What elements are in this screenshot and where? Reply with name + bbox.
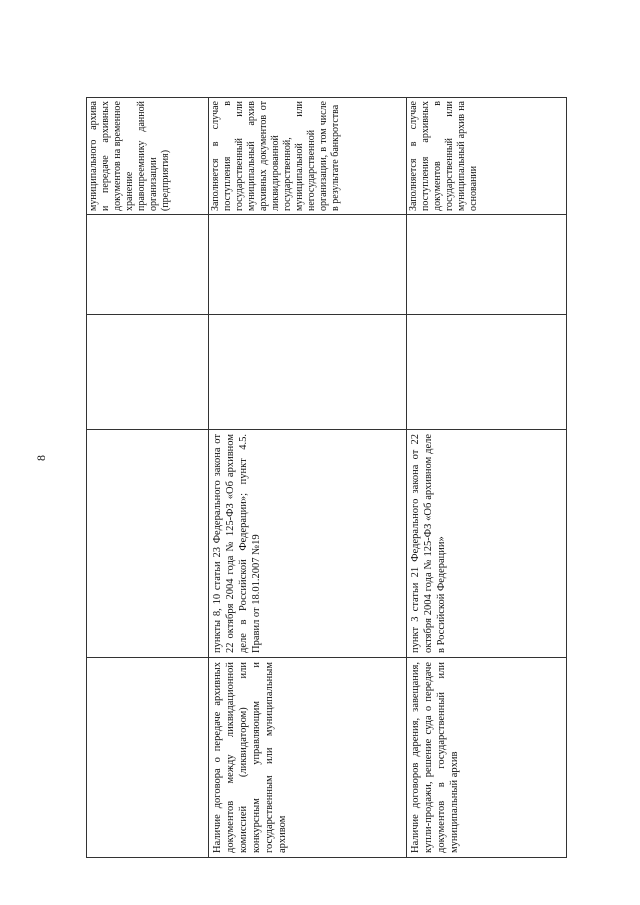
table-cell-legal-basis: пункт 3 статьи 21 Федерального закона от 22 октября 2004 года № 125-ФЗ «Об архивном деле в Российской Федерации» (407, 430, 567, 658)
table-cell-criterion: Наличие договоров дарения, завещания, купли-продажи, решение суда о передаче документов в государственный или муниципальный архив (407, 658, 567, 858)
table-cell-empty (407, 215, 567, 315)
table-cell-criterion: Наличие договора о передаче архивных документов между ликвидационной комиссией (ликвидатором) или конкурсным управляющим и государственным или муниципальным архивом (209, 658, 407, 858)
table-cell-note: Заполняется в случае поступления архивных документов в государственный или муниципальный архив на основании (407, 98, 567, 215)
requirements-table (86, 97, 567, 858)
table-cell-empty (87, 215, 209, 315)
table-cell-legal-basis: пункты 8, 10 статьи 23 Федерального закона от 22 октября 2004 года № 125-ФЗ «Об архивном деле в Российской Федерации»; пункт 4.5. Правил от 18.01.2007 №19 (209, 430, 407, 658)
table-row (87, 98, 209, 858)
table-cell-criterion (87, 658, 209, 858)
table-cell-legal-basis (87, 430, 209, 658)
table-cell-empty (407, 315, 567, 430)
table-cell-empty (209, 215, 407, 315)
rotated-table-wrapper (86, 98, 566, 858)
table-cell-empty (87, 315, 209, 430)
table-cell-note: Заполняется в случае поступления в государственный или муниципальный архив архивных документов от ликвидированной государственной, муниципальной или негосударственной организации, в том числе в результате банкротства (209, 98, 407, 215)
table-row (209, 98, 407, 858)
table-cell-note: муниципального архива и передаче архивных документов на временное хранение правопреемнику данной организации (предприятия) (87, 98, 209, 215)
table-row (407, 98, 567, 858)
page-number: 8 (34, 455, 48, 461)
table-cell-empty (209, 315, 407, 430)
